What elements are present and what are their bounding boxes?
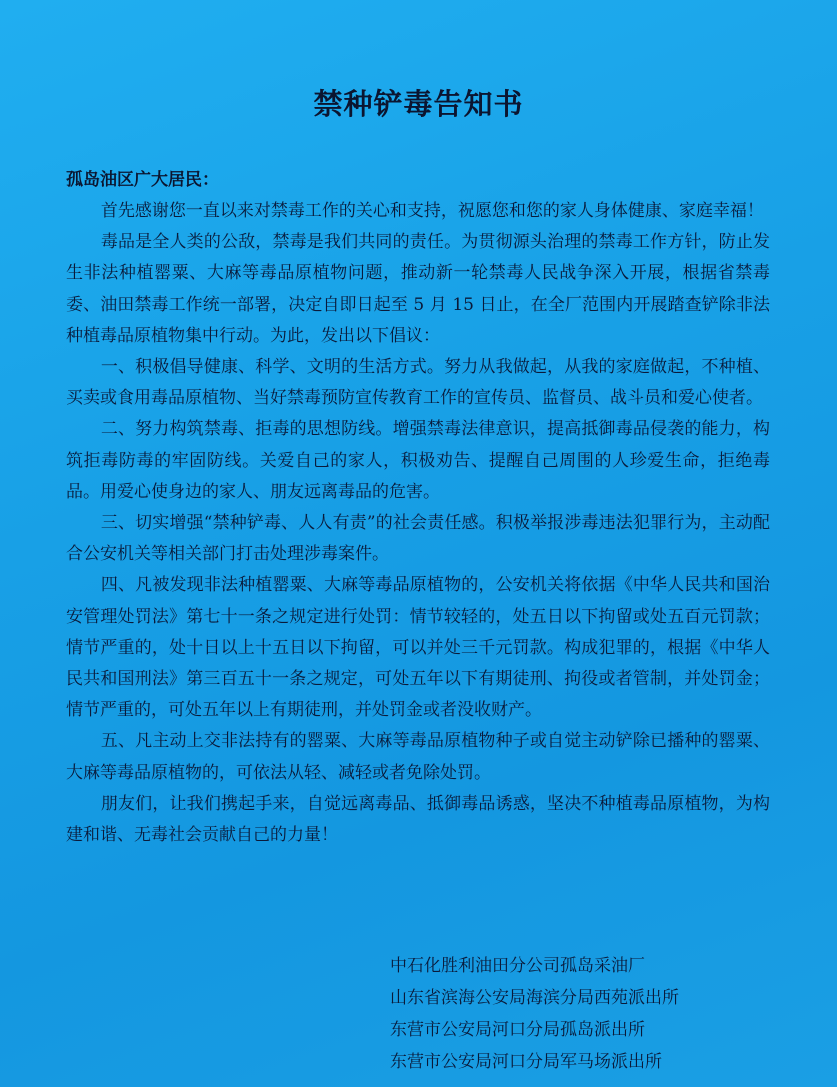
paragraph-item-5: 五、凡主动上交非法持有的罂粟、大麻等毒品原植物种子或自觉主动铲除已播种的罂粟、大麻等毒品原植物的，可依法从轻、减轻或者免除处罚。 [66, 731, 770, 783]
signatory-oil-plant: 中石化胜利油田分公司孤岛采油厂 [390, 956, 645, 976]
paragraph-item-4: 四、凡被发现非法种植罂粟、大麻等毒品原植物的，公安机关将依据《中华人民共和国治安管理处罚法》第七十一条之规定进行处罚：情节较轻的，处五日以下拘留或处五百元罚款；情节严重的，处十日以上十五日以下拘留，可以并处三千元罚款。构成犯罪的，根据《中华人民共和国刑法》第三百五十一条之规定，可处五年以下有期徒刑、拘役或者管制，并处罚金；情节严重的，可处五年以上有期徒刑，并处罚金或者没收财产。 [66, 575, 770, 721]
paragraph-closing: 朋友们，让我们携起手来，自觉远离毒品、抵御毒品诱惑，坚决不种植毒品原植物，为构建和谐、无毒社会贡献自己的力量！ [66, 793, 770, 846]
document-title: 禁种铲毒告知书 [313, 87, 524, 121]
salutation: 孤岛油区广大居民： [66, 170, 219, 190]
paragraph-intro: 首先感谢您一直以来对禁毒工作的关心和支持，祝愿您和您的家人身体健康、家庭幸福！ [100, 201, 764, 221]
paragraph-item-1: 一、积极倡导健康、科学、文明的生活方式。努力从我做起，从我的家庭做起，不种植、买卖或食用毒品原植物、当好禁毒预防宣传教育工作的宣传员、监督员、战斗员和爱心使者。 [66, 357, 770, 409]
signatory-junmachang-station: 东营市公安局河口分局军马场派出所 [390, 1052, 662, 1072]
document-body [66, 196, 770, 851]
signatory-xiyuan-station: 山东省滨海公安局海滨分局西苑派出所 [390, 988, 679, 1008]
signatory-list [390, 950, 679, 1078]
paragraph-item-2: 二、努力构筑禁毒、拒毒的思想防线。增强禁毒法律意识，提高抵御毒品侵袭的能力，构筑拒毒防毒的牢固防线。关爱自己的家人，积极劝告、提醒自己周围的人珍爱生命，拒绝毒品。用爱心使身边的家人、朋友远离毒品的危害。 [66, 419, 770, 502]
signatory-gudao-station: 东营市公安局河口分局孤岛派出所 [390, 1020, 645, 1040]
paragraph-background: 毒品是全人类的公敌，禁毒是我们共同的责任。为贯彻源头治理的禁毒工作方针，防止发生非法种植罂粟、大麻等毒品原植物问题，推动新一轮禁毒人民战争深入开展，根据省禁毒委、油田禁毒工作统一部署，决定自即日起至 5 月 15 日止，在全厂范围内开展踏查铲除非法种植毒品原植物集中行动。为此，发出以下倡议： [66, 232, 770, 346]
paragraph-item-3: 三、切实增强“禁种铲毒、人人有责”的社会责任感。积极举报涉毒违法犯罪行为，主动配合公安机关等相关部门打击处理涉毒案件。 [66, 513, 770, 565]
